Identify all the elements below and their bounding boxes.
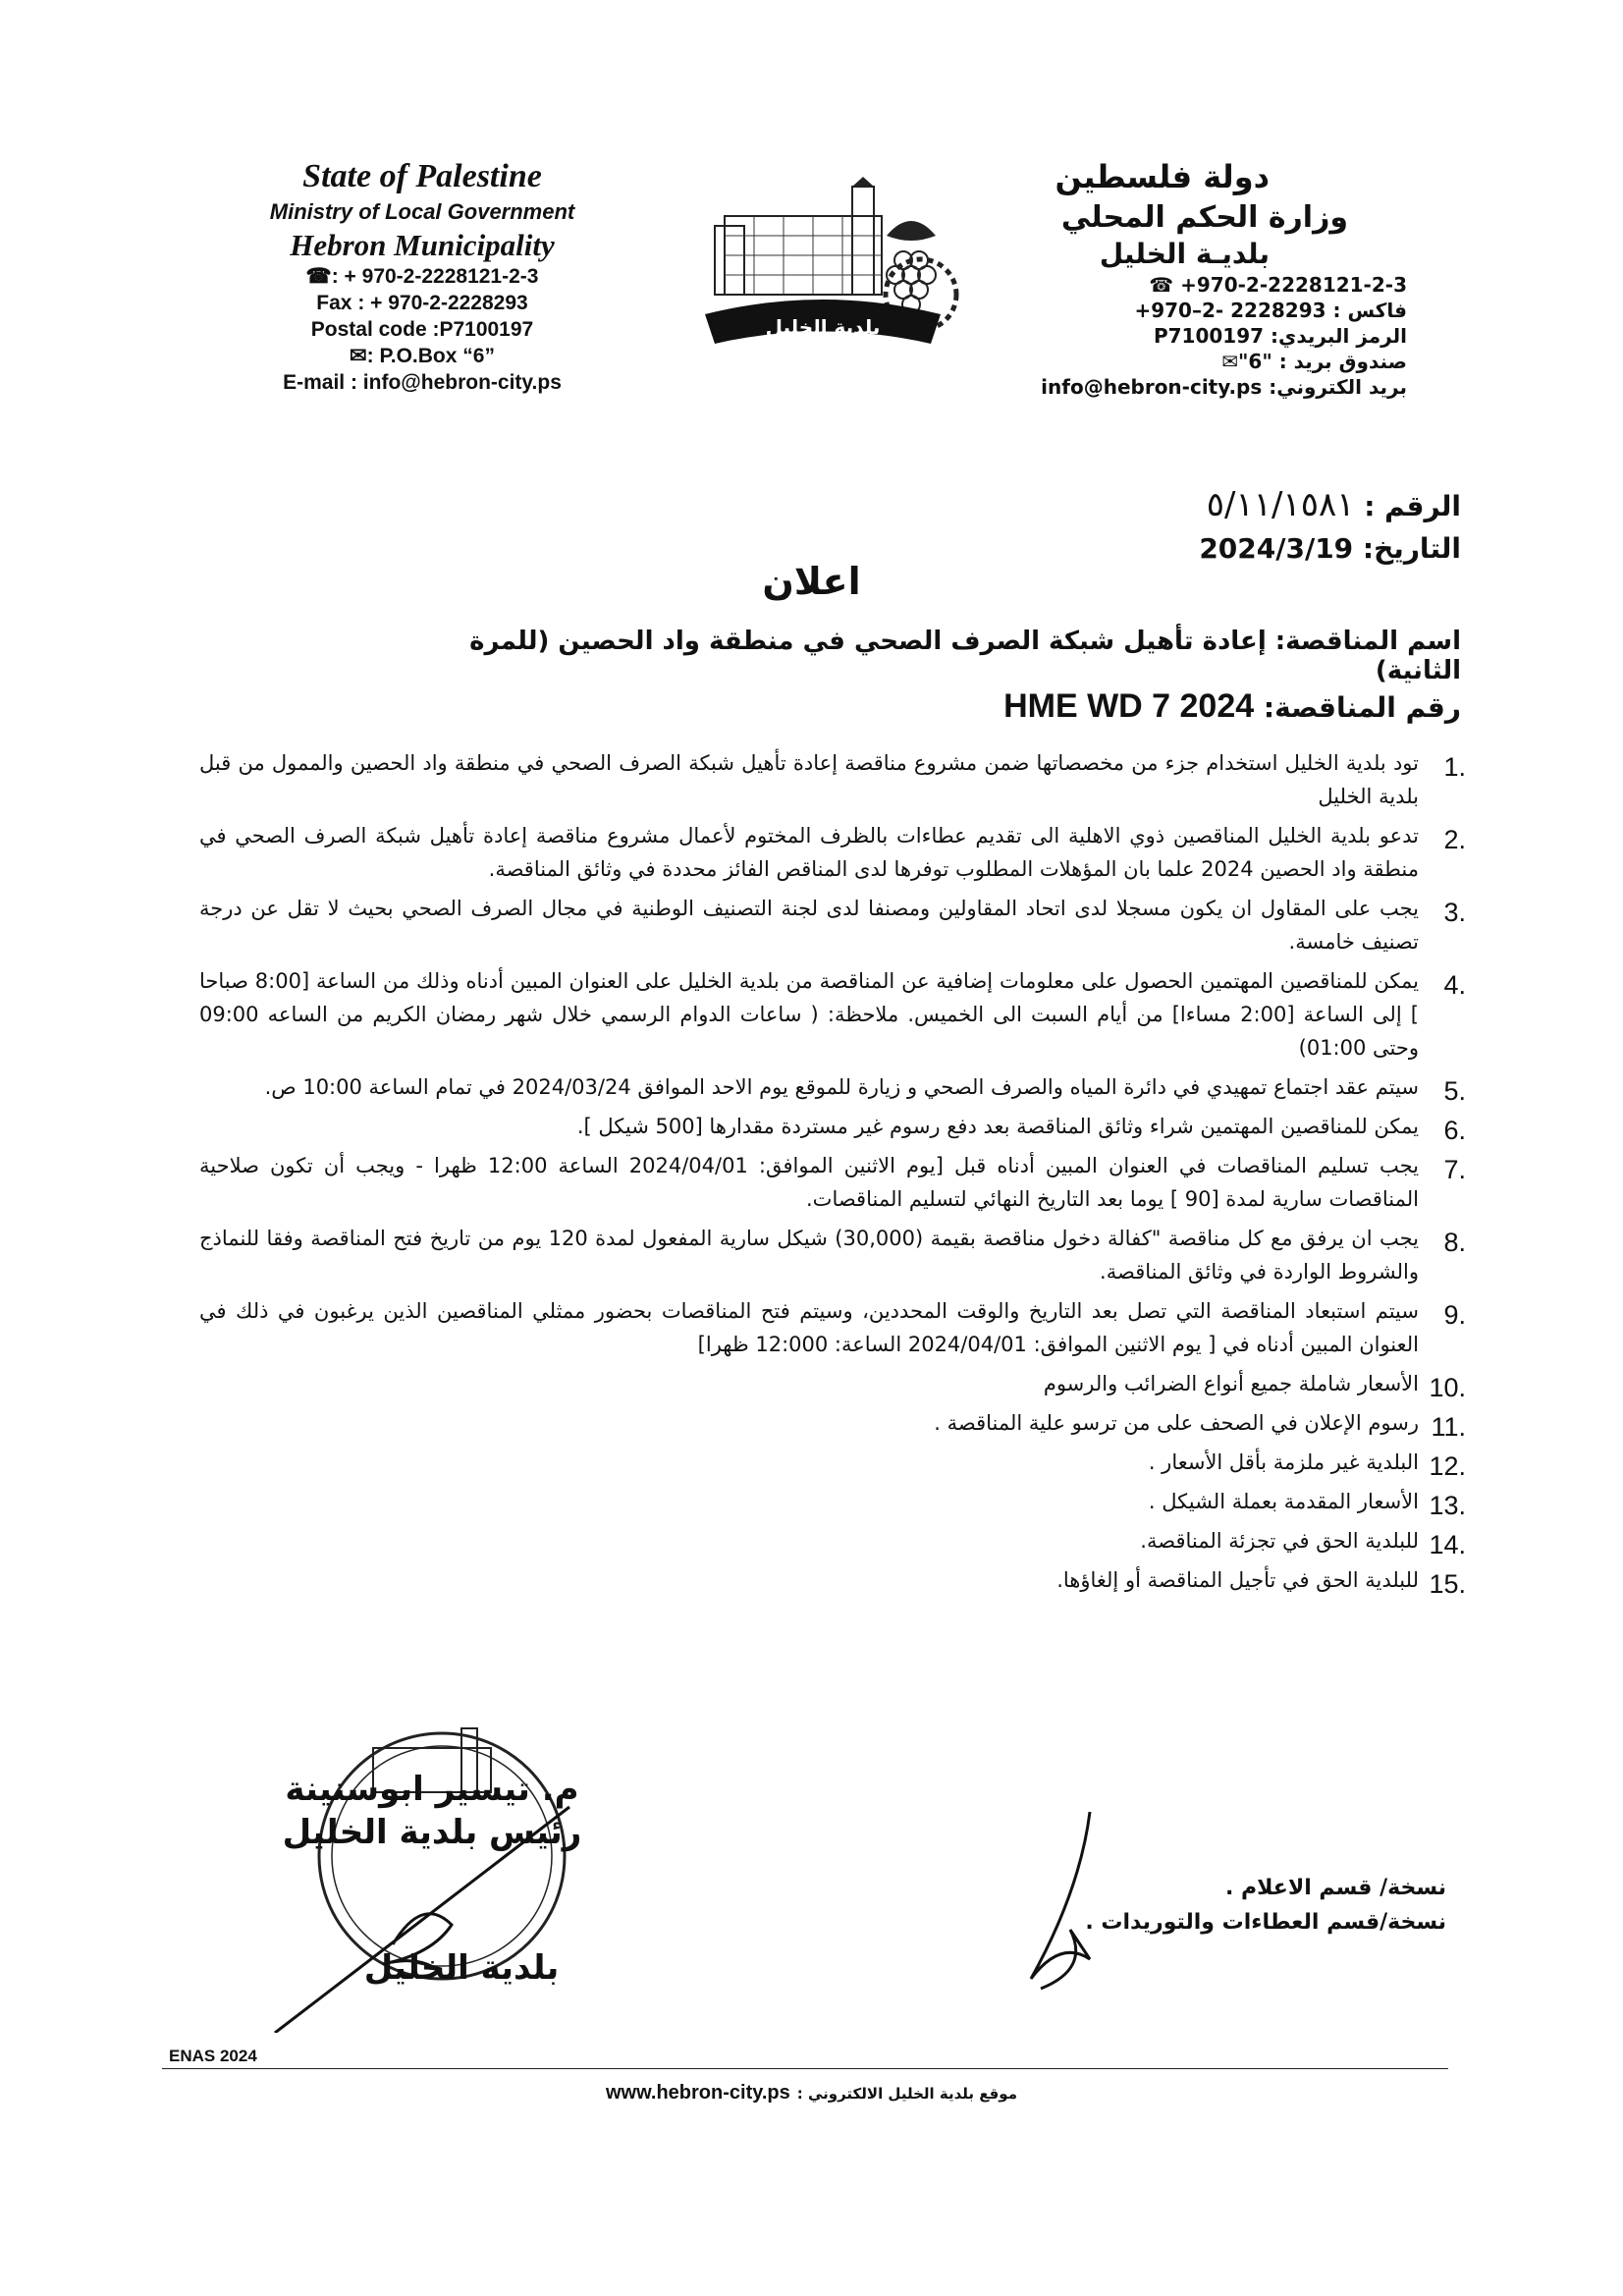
list-item: 6. يمكن للمناقصين المهتمين شراء وثائق المناقصة بعد دفع رسوم غير مستردة مقدارها [500 شيكل ].: [576, 1115, 1466, 1146]
tender-name: اسم المناقصة: إعادة تأهيل شبكة الصرف الصحي في منطقة واد الحصين (للمرة الثانية): [469, 627, 1461, 685]
english-postal-code: Postal code :P7100197: [310, 318, 534, 342]
list-item: 9. سيتم استبعاد المناقصة التي تصل بعد التاريخ والوقت المحددين، وسيتم فتح المناقصات بحضور ممثلي المناقصين الذين يرغبون في ذلك في العنوان المبين أدناه في [ يوم الاثنين الموافق: 2024/04/01 الساعة: 12:000 ظهرا]: [199, 1299, 1466, 1357]
list-item: 8. يجب ان يرفق مع كل مناقصة "كفالة دخول مناقصة بقيمة (30,000) شيكل سارية المفعول لمدة 120 يوم من تاريخ فتح المناقصة وفقا للنماذج والشروط الواردة في وثائق المناقصة.: [199, 1227, 1466, 1285]
phone-icon: ☎: [1149, 272, 1174, 297]
list-item: 3. يجب على المقاول ان يكون مسجلا لدى اتحاد المقاولين ومصنفا لدى لجنة التصنيف الوطنية في مجال الصرف الصحي بحيث لا تقل عن درجة تصنيف خامسة.: [199, 897, 1466, 955]
copy-line: نسخة/ قسم الاعلام .: [1224, 1876, 1446, 1900]
arabic-pobox: صندوق بريد : "6"✉: [1221, 349, 1407, 373]
arabic-postal-code: الرمز البريدي: P7100197: [1153, 323, 1407, 348]
arabic-municipality-name: بلديـة الخليل: [1099, 237, 1270, 270]
english-pobox: ✉: P.O.Box “6”: [350, 344, 495, 367]
list-item: 7. يجب تسليم المناقصات في العنوان المبين أدناه قبل [يوم الاثنين الموافق: 2024/04/01 الساعة 12:00 ظهرا - ويجب أن تكون صلاحية المناقصات سارية لمدة [90 ] يوما بعد التاريخ النهائي لتسليم المناقصات.: [199, 1154, 1466, 1212]
arabic-header: [995, 157, 1407, 400]
signatory-title: رئيس بلدية الخليل: [282, 1813, 582, 1853]
arabic-phone: +970-2-2228121-2-3 ☎: [1149, 272, 1407, 297]
list-item: 12. البلدية غير ملزمة بأقل الأسعار .: [1148, 1450, 1466, 1482]
copy-line: نسخة/قسم العطاءات والتوريدات .: [1085, 1910, 1446, 1936]
english-municipality-name: Hebron Municipality: [290, 227, 555, 262]
english-fax: Fax : + 970-2-2228293: [316, 292, 528, 315]
list-item: 2. تدعو بلدية الخليل المناقصين ذوي الاهلية الى تقديم عطاءات بالظرف المختوم لأعمال مشروع مناقصة إعادة تأهيل شبكة الصرف الصحي في منطقة واد الحصين 2024 علما بان المؤهلات المطلوب توفرها لدى المناقص الفائز محددة في وثائق المناقصة.: [199, 824, 1466, 882]
english-phone: ☎: + 970-2-2228121-2-3: [305, 265, 539, 289]
envelope-icon: ✉: [350, 344, 367, 367]
footer-website: موقع بلدية الخليل الالكتروني : www.hebron-city.ps: [605, 2082, 1018, 2104]
list-item: 13. الأسعار المقدمة بعملة الشيكل .: [1148, 1490, 1466, 1521]
arabic-email: بريد الكتروني: info@hebron-city.ps: [1041, 374, 1407, 399]
list-item: 15. للبلدية الحق في تأجيل المناقصة أو إلغاؤها.: [1056, 1568, 1466, 1600]
tender-number: رقم المناقصة: HME WD 7 2024: [1003, 687, 1461, 725]
english-header: [226, 155, 619, 397]
list-item: 14. للبلدية الحق في تجزئة المناقصة.: [1140, 1529, 1466, 1560]
english-ministry-name: Ministry of Local Government: [269, 198, 575, 224]
list-item: 1. تود بلدية الخليل استخدام جزء من مخصصاتها ضمن مشروع مناقصة إعادة تأهيل شبكة الصرف الصحي في منطقة واد الحصين والممول من قبل بلدية الخليل: [199, 751, 1466, 809]
signatory-block: [226, 1768, 638, 1854]
footer-code: ENAS 2024: [169, 2047, 257, 2065]
list-item: 4. يمكن للمناقصين المهتمين الحصول على معلومات إضافية عن المناقصة من بلدية الخليل على العنوان المبين أدناه وذلك من الساعة [8:00 صباحا ] إلى الساعة [2:00 مساءا] من أيام السبت الى الخميس. ملاحظة: ( ساعات الدوام الرسمي خلال شهر رمضان الكريم من الساعه 09:00 وحتى 01:00): [199, 969, 1466, 1061]
reference-number: الرقم : ٥/١١/١٥٨١: [1206, 485, 1461, 524]
phone-icon: ☎: [305, 265, 332, 289]
list-item: 5. سيتم عقد اجتماع تمهيدي في دائرة المياه والصرف الصحي و زيارة للموقع يوم الاحد الموافق 2024/03/24 في تمام الساعة 10:00 ص.: [264, 1075, 1466, 1107]
list-item: 11. رسوم الإعلان في الصحف على من ترسو علية المناقصة .: [934, 1411, 1466, 1443]
announcement-title: اعلان: [762, 560, 861, 603]
municipality-logo: [685, 177, 960, 363]
logo-banner-text: بلدية الخليل: [765, 315, 881, 339]
reference-block: [1199, 481, 1461, 570]
reference-date: التاريخ: 2024/3/19: [1199, 532, 1461, 566]
announcement-items: [199, 746, 1466, 1603]
english-email: E-mail : info@hebron-city.ps: [283, 370, 562, 394]
english-state-name: State of Palestine: [302, 158, 542, 194]
arabic-state-name: دولة فلسطين: [1055, 158, 1270, 195]
envelope-icon: ✉: [1221, 349, 1238, 373]
copies-block: [1085, 1871, 1446, 1940]
arabic-ministry-name: وزارة الحكم المحلي: [1060, 199, 1348, 235]
arabic-fax: فاكس : +970–2- 2228293: [1134, 298, 1407, 322]
list-item: 10. الأسعار شاملة جميع أنواع الضرائب والرسوم: [1043, 1372, 1466, 1403]
signatory-name: م. تيسير ابوسنينة: [285, 1770, 579, 1809]
tender-number-value: HME WD 7 2024: [1003, 687, 1255, 725]
footer-divider: [162, 2068, 1448, 2069]
website-link[interactable]: www.hebron-city.ps: [605, 2082, 790, 2104]
stamp-seal-text: بلدية الخليل: [363, 1948, 560, 1988]
reference-number-value: ٥/١١/١٥٨١: [1206, 485, 1355, 524]
official-stamp: [245, 1709, 638, 2033]
